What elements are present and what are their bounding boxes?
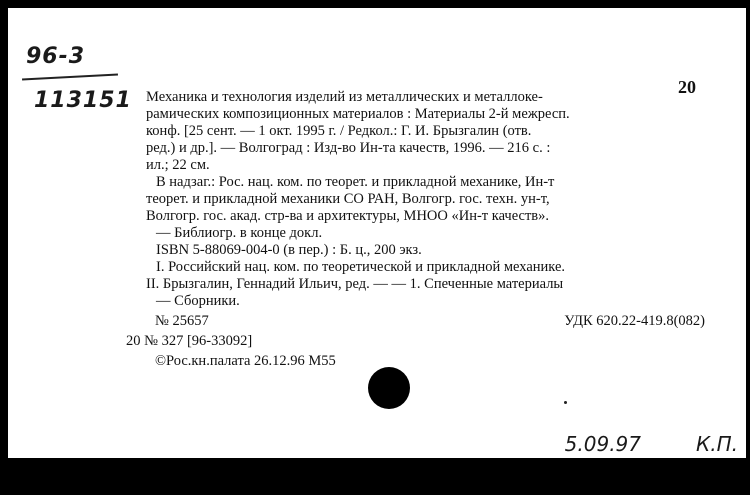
entry-line: — Сборники. (156, 293, 240, 309)
handwritten-inventory-number: 113151 (34, 88, 132, 113)
entry-line: Волгогр. гос. акад. стр-ва и архитектуры, МНОО «Ин-т качеств». (146, 208, 550, 224)
entry-line: ISBN 5-88069-004-0 (в пер.) : Б. ц., 200 экз. (156, 242, 422, 258)
registration-number: 20 № 327 [96-33092] (126, 333, 253, 349)
entry-line: ред.) и др.]. — Волгоград : Изд-во Ин-та качеств, 1996. — 216 с. : (146, 140, 551, 156)
entry-line: В надзаг.: Рос. нац. ком. по теорет. и прикладной механике, Ин-т (156, 174, 555, 190)
ink-speck (564, 401, 567, 404)
handwritten-initials: К.П. (696, 432, 738, 456)
entry-line: II. Брызгалин, Геннадий Ильич, ред. — — 1. Спеченные материалы (146, 276, 564, 292)
handwritten-date: 5.09.97 (564, 432, 641, 456)
entry-line: теорет. и прикладной механики СО РАН, Волгогр. гос. техн. ун-т, (146, 191, 550, 207)
handwritten-underline (22, 73, 118, 80)
record-number: № 25657 (155, 313, 209, 329)
bibliographic-entry (146, 89, 701, 310)
catalog-card (8, 8, 746, 458)
udk-code: УДК 620.22-419.8(082) (564, 313, 705, 329)
page-number: 20 (678, 77, 696, 97)
entry-line: — Библиогр. в конце докл. (156, 225, 323, 241)
entry-line: I. Российский нац. ком. по теоретической и прикладной механике. (156, 259, 566, 275)
entry-line: конф. [25 сент. — 1 окт. 1995 г. / Редкол.: Г. И. Брызгалин (отв. (146, 123, 532, 139)
copyright-stamp: ©Рос.кн.палата 26.12.96 M55 (155, 353, 336, 369)
punch-hole (368, 367, 410, 409)
entry-line: рамических композиционных материалов : Материалы 2-й межресп. (146, 106, 570, 122)
entry-line: Механика и технология изделий из металлических и металлоке- (146, 89, 543, 105)
entry-line: ил.; 22 см. (146, 157, 210, 173)
handwritten-shelf-code: 96-3 (26, 44, 86, 69)
